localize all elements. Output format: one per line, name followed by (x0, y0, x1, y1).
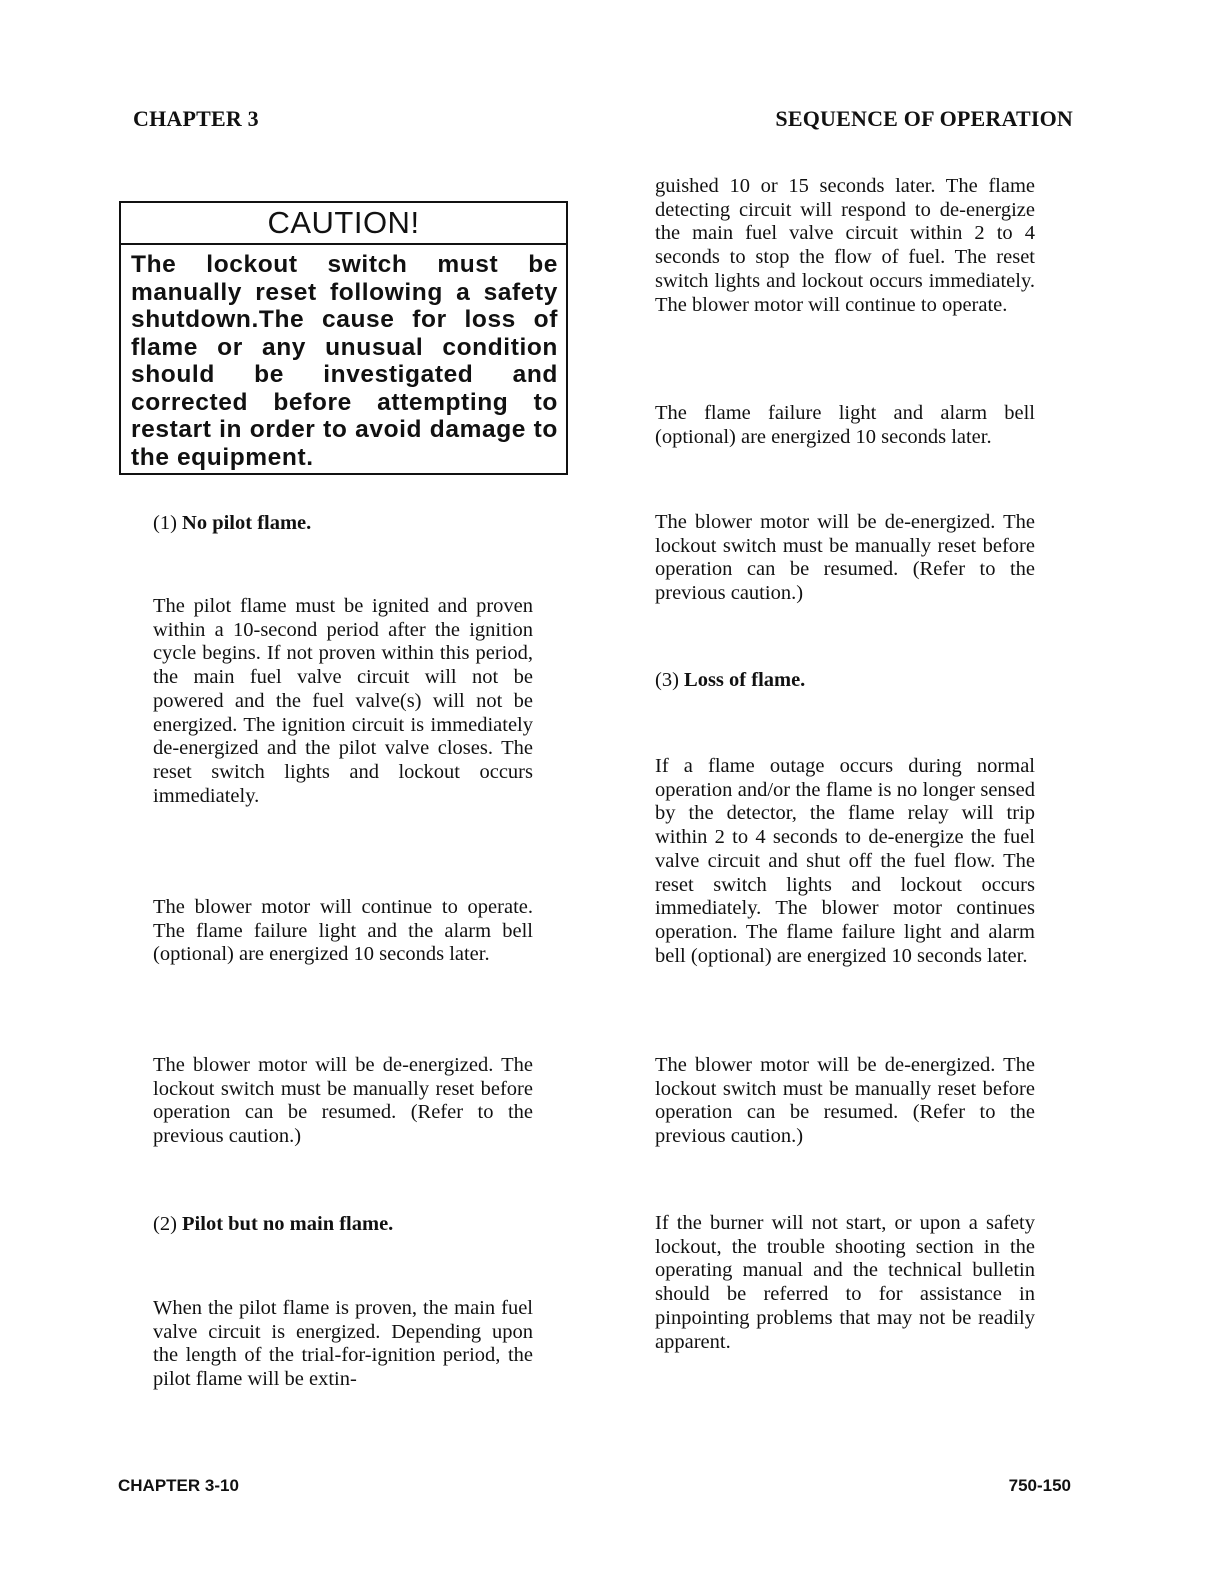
paragraph-trouble-shooting: If the burner will not start, or upon a safety lockout, the trouble shooting section in the operating manual and the technical bulletin should be referred to for assistance in pinpointing problems that may not be readily apparent. (655, 1212, 1035, 1353)
paragraph-pilot-ignition: The pilot flame must be ignited and proven within a 10-second period after the ignition cycle begins. If not proven within this period, the main fuel valve circuit will not be powered and the fuel valve(s) will not be energized. The ignition circuit is immediately de-energized and the pilot valve closes. The reset switch lights and lockout occurs immediately. (153, 595, 533, 807)
caution-text: The lockout switch must be manually reset following a safety shutdown.The cause for loss of flame or any unusual condition should be investigated and corrected before attempting to restart in order to avoid damage to the equipment. (131, 251, 558, 471)
heading-text: Pilot but no main flame. (182, 1213, 394, 1235)
page-number: CHAPTER 3-10 (118, 1476, 239, 1495)
paragraph-flame-failure-light: The flame failure light and alarm bell (optional) are energized 10 seconds later. (655, 402, 1035, 448)
heading-loss-of-flame (655, 668, 805, 692)
heading-no-pilot-flame (153, 511, 311, 535)
caution-title: CAUTION! (121, 203, 566, 245)
document-number: 750-150 (1008, 1476, 1071, 1495)
chapter-header: CHAPTER 3 (133, 106, 259, 131)
heading-number: (2) (153, 1213, 177, 1235)
paragraph-flame-detecting: guished 10 or 15 seconds later. The flame detecting circuit will respond to de-energize the main fuel valve circuit within 2 to 4 seconds to stop the flow of fuel. The reset switch lights and lockout occurs immediately. The blower motor will continue to operate. (655, 175, 1035, 316)
caution-box (119, 201, 568, 475)
paragraph-blower-deenergized-1: The blower motor will be de-energized. The lockout switch must be manually reset before operation can be resumed. (Refer to the previous caution.) (153, 1054, 533, 1148)
heading-pilot-no-main-flame (153, 1212, 393, 1236)
heading-number: (3) (655, 669, 679, 691)
heading-text: No pilot flame. (182, 512, 312, 534)
paragraph-blower-deenergized-2: The blower motor will be de-energized. The lockout switch must be manually reset before operation can be resumed. (Refer to the previous caution.) (655, 511, 1035, 605)
section-title: SEQUENCE OF OPERATION (775, 106, 1073, 131)
paragraph-flame-outage: If a flame outage occurs during normal operation and/or the flame is no longer sensed by the detector, the flame relay will trip within 2 to 4 seconds to de-energize the fuel valve circuit and shut off the fuel flow. The reset switch lights and lockout occurs immediately. The blower motor continues operation. The flame failure light and alarm bell (optional) are energized 10 seconds later. (655, 755, 1035, 967)
paragraph-blower-deenergized-3: The blower motor will be de-energized. The lockout switch must be manually reset before operation can be resumed. (Refer to the previous caution.) (655, 1054, 1035, 1148)
paragraph-blower-continue: The blower motor will continue to operate. The flame failure light and the alarm bell (optional) are energized 10 seconds later. (153, 896, 533, 966)
paragraph-main-fuel-valve: When the pilot flame is proven, the main fuel valve circuit is energized. Depending upon the length of the trial-for-ignition period, the pilot flame will be extin- (153, 1297, 533, 1391)
heading-number: (1) (153, 512, 177, 534)
heading-text: Loss of flame. (684, 669, 806, 691)
